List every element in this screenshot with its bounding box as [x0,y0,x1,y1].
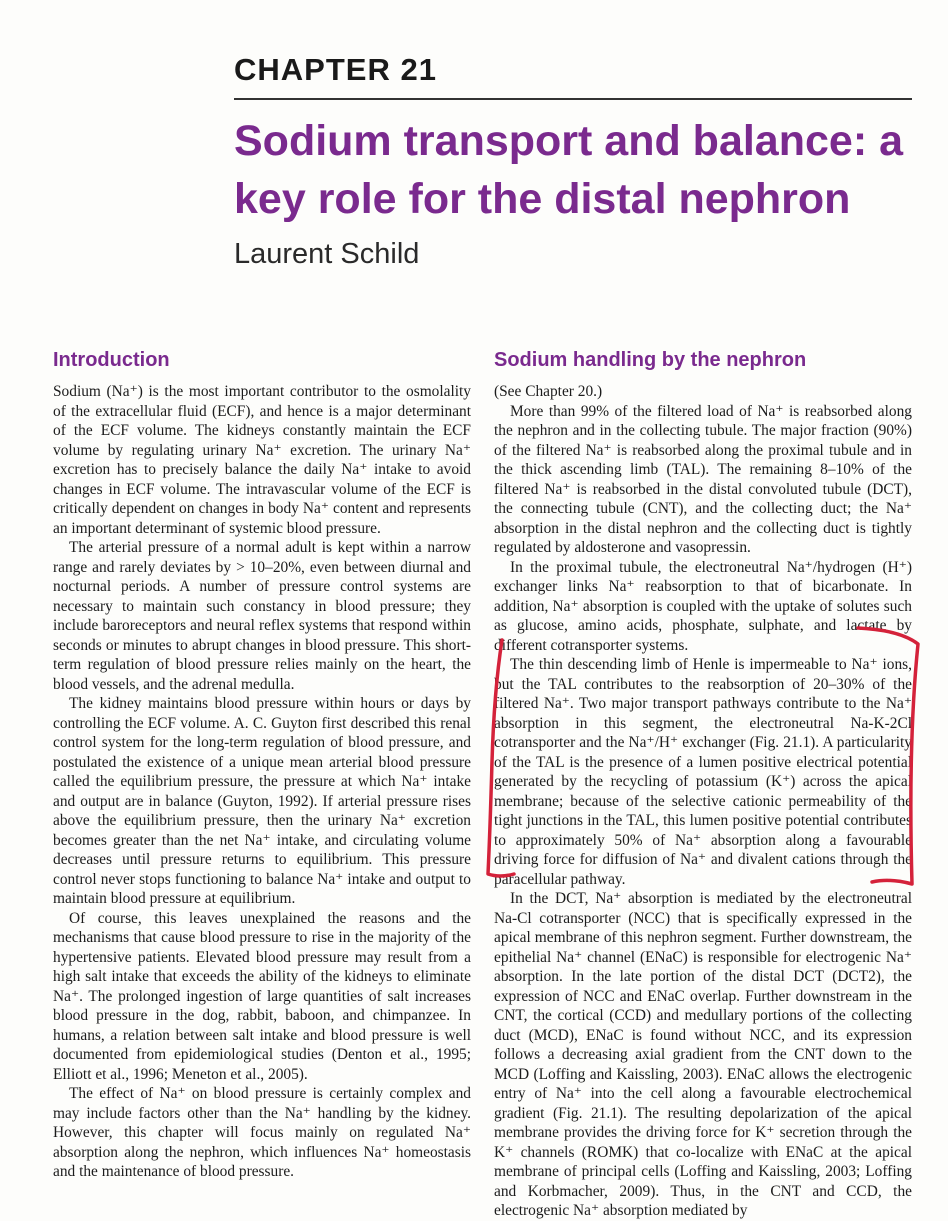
body-paragraph: More than 99% of the filtered load of Na⁺ is reabsorbed along the nephron and in the collecting tubule. The major fraction (90%) of the filtered Na⁺ is reabsorbed along the proximal tubule and in the thick ascending limb (TAL). The remaining 8–10% of the filtered Na⁺ is reabsorbed in the distal convoluted tubule (DCT), the connecting tubule (CNT), and the collecting duct; the Na⁺ absorption in the distal nephron and the collecting duct is tightly regulated by aldosterone and vasopressin. [494,402,912,556]
header-rule [234,98,912,100]
sodium-handling-heading: Sodium handling by the nephron [494,349,807,371]
see-chapter-note: (See Chapter 20.) [494,383,603,400]
body-paragraph: The kidney maintains blood pressure within hours or days by controlling the ECF volume. A. C. Guyton first described this renal control system for the long-term regulation of blood pressure, and postulated the existence of a unique mean arterial blood pressure called the equilibrium pressure, the pressure at which Na⁺ intake and output are in balance (Guyton, 1992). If arterial pressure rises above the equilibrium pressure, then the urinary Na⁺ excretion becomes greater than the net Na⁺ intake, and circulating volume decreases until pressure returns to equilibrium. This pressure control never stops functioning to balance Na⁺ intake and output to maintain blood pressure at equilibrium. [53,695,471,907]
body-paragraph: In the proximal tubule, the electroneutral Na⁺/hydrogen (H⁺) exchanger links Na⁺ reabsorption to that of bicarbonate. In addition, Na⁺ absorption is coupled with the uptake of solutes such as glucose, amino acids, phosphate, sulphate, and lactate by different cotransporter systems. [494,558,912,654]
chapter-label: CHAPTER 21 [234,52,437,87]
left-column [53,346,471,1182]
author-name: Laurent Schild [234,238,420,270]
highlighted-paragraph: The thin descending limb of Henle is impermeable to Na⁺ ions, but the TAL contributes to the reabsorption of 20–30% of the filtered Na⁺. Two major transport pathways contribute to the Na⁺ absorption in this segment, the electroneutral Na-K-2Cl cotransporter and the Na⁺/H⁺ exchanger (Fig. 21.1). A particularity of the TAL is the presence of a lumen positive electrical potential generated by the recycling of potassium (K⁺) across the apical membrane; because of the selective cationic permeability of the tight junctions in the TAL, this lumen positive potential contributes to approximately 50% of Na⁺ absorption along a favourable driving force for diffusion of Na⁺ and divalent cations through the paracellular pathway. [494,656,912,888]
introduction-heading: Introduction [53,349,170,371]
body-paragraph: Of course, this leaves unexplained the reasons and the mechanisms that cause blood pressure to rise in the majority of the hypertensive patients. Elevated blood pressure may result from a high salt intake that exceeds the ability of the kidneys to eliminate Na⁺. The prolonged ingestion of large quantities of salt increases blood pressure in the dog, rabbit, baboon, and chimpanzee. In humans, a relation between salt intake and blood pressure is well documented from epidemiological studies (Denton et al., 1995; Elliott et al., 1996; Meneton et al., 2005). [53,909,471,1083]
chapter-title: Sodium transport and balance: a key role for the distal nephron [234,117,903,223]
body-paragraph: In the DCT, Na⁺ absorption is mediated by the electroneutral Na-Cl cotransporter (NCC) that is specifically expressed in the apical membrane of this nephron segment. Further downstream, the epithelial Na⁺ channel (ENaC) is responsible for electrogenic Na⁺ absorption. In the late portion of the distal DCT (DCT2), the expression of NCC and ENaC overlap. Further downstream in the CNT, the cortical (CCD) and medullary portions of the collecting duct (MCD), ENaC is found without NCC, and its expression follows a decreasing axial gradient from the CNT down to the MCD (Loffing and Kaissling, 2003). ENaC allows the electrogenic entry of Na⁺ into the cell along a favourable electrochemical gradient (Fig. 21.1). The resulting depolarization of the apical membrane provides the driving force for K⁺ secretion through the K⁺ channels (ROMK) that co-localize with ENaC at the apical membrane of principal cells (Loffing and Kaissling, 2003; Loffing and Korbmacher, 2009). Thus, in the CNT and CCD, the electrogenic Na⁺ absorption mediated by [494,890,912,1219]
right-column [494,346,912,1221]
body-paragraph: The effect of Na⁺ on blood pressure is certainly complex and may include factors other than the Na⁺ handling by the kidney. However, this chapter will focus mainly on regulated Na⁺ absorption along the nephron, which influences Na⁺ homeostasis and the maintenance of blood pressure. [53,1085,471,1180]
body-paragraph: The arterial pressure of a normal adult is kept within a narrow range and rarely deviates by > 10–20%, even between diurnal and nocturnal periods. A number of pressure control systems are necessary to maintain such constancy in blood pressure; they include baroreceptors and neural reflex systems that respond within seconds or minutes to abrupt changes in blood pressure. This short-term regulation of blood pressure relies mainly on the heart, the blood vessels, and the adrenal medulla. [53,539,471,693]
body-paragraph: Sodium (Na⁺) is the most important contributor to the osmolality of the extracellular fluid (ECF), and hence is a major determinant of the ECF volume. The kidneys constantly maintain the ECF volume by regulating urinary Na⁺ excretion. The urinary Na⁺ excretion has to precisely balance the daily Na⁺ intake to avoid changes in ECF volume. The intravascular volume of the ECF is critically dependent on changes in body Na⁺ content and represents an important determinant of systemic blood pressure. [53,383,471,537]
